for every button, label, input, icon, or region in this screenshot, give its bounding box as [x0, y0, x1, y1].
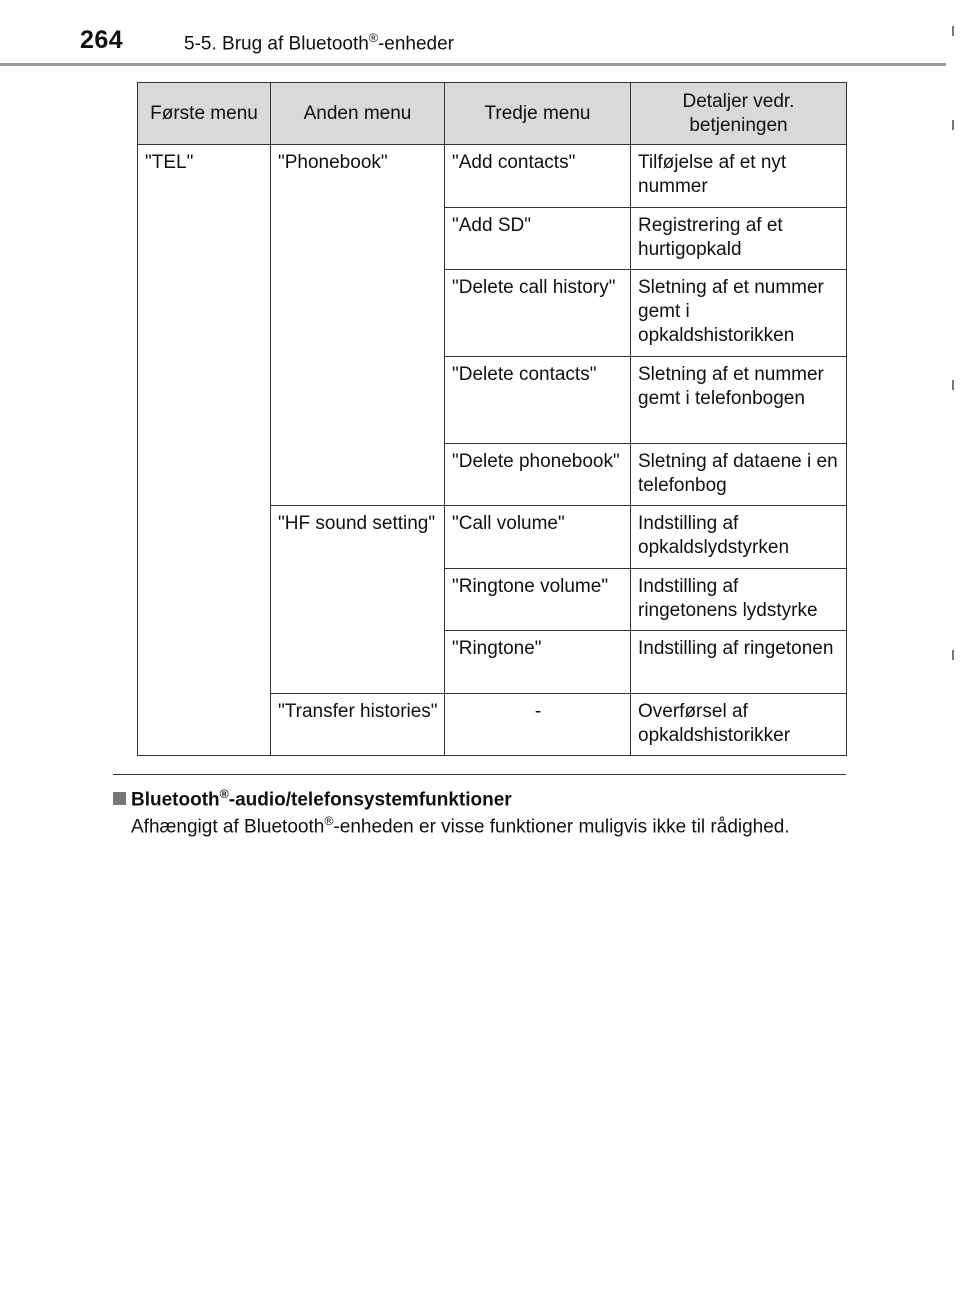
note-heading: [113, 787, 512, 811]
detail-cell: Sletning af et nummer gemt i telefonbogen: [631, 357, 847, 444]
second-menu-cell: "HF sound setting": [271, 506, 445, 694]
detail-cell: Overførsel af opkaldshistorikker: [631, 694, 847, 756]
header-first-menu: Første menu: [138, 83, 271, 145]
third-menu-cell: "Call volume": [445, 506, 631, 569]
third-menu-cell: "Delete contacts": [445, 357, 631, 444]
note-body: [131, 814, 790, 838]
edge-mark: [952, 650, 954, 660]
header-rule: [0, 63, 946, 66]
third-menu-cell: "Add contacts": [445, 145, 631, 208]
header-third-menu: Tredje menu: [445, 83, 631, 145]
detail-cell: Indstilling af ringetonens lydstyrke: [631, 569, 847, 631]
section-title-text: 5-5. Brug af Bluetooth: [184, 33, 369, 55]
section-title-suffix: -enheder: [377, 33, 455, 55]
detail-cell: Indstilling af opkaldslydstyrken: [631, 506, 847, 569]
table-header-row: [138, 83, 847, 145]
section-divider: [113, 774, 846, 775]
note-heading-text: Bluetooth: [131, 789, 220, 811]
registered-mark: ®: [219, 787, 229, 801]
note-heading-suffix: -audio/telefonsystemfunktioner: [228, 789, 512, 811]
menu-table: [137, 82, 847, 756]
third-menu-cell: "Add SD": [445, 208, 631, 270]
second-menu-cell: "Phonebook": [271, 145, 445, 506]
first-menu-cell: "TEL": [138, 145, 271, 756]
detail-cell: Registrering af et hurtigopkald: [631, 208, 847, 270]
third-menu-cell: "Delete call history": [445, 270, 631, 357]
edge-mark: [952, 380, 954, 390]
second-menu-cell: "Transfer histories": [271, 694, 445, 756]
registered-mark: ®: [368, 31, 378, 45]
third-menu-cell: "Ringtone": [445, 631, 631, 694]
third-menu-cell: "Ringtone volume": [445, 569, 631, 631]
header-second-menu: Anden menu: [271, 83, 445, 145]
detail-cell: Indstilling af ringetonen: [631, 631, 847, 694]
registered-mark: ®: [324, 814, 334, 828]
section-title: [184, 31, 454, 55]
page-number: 264: [80, 26, 124, 54]
edge-mark: [952, 120, 954, 130]
detail-cell: Sletning af et nummer gemt i opkaldshistorikken: [631, 270, 847, 357]
square-bullet-icon: [113, 792, 126, 805]
third-menu-cell: -: [445, 694, 631, 756]
note-body-text: Afhængigt af Bluetooth: [131, 816, 325, 838]
table-row: [138, 145, 847, 208]
note-body-suffix: -enheden er visse funktioner muligvis ikke til rådighed.: [333, 816, 790, 838]
detail-cell: Sletning af dataene i en telefonbog: [631, 444, 847, 506]
header-details: Detaljer vedr. betjeningen: [631, 83, 847, 145]
third-menu-cell: "Delete phonebook": [445, 444, 631, 506]
edge-mark: [952, 26, 954, 36]
detail-cell: Tilføjelse af et nyt nummer: [631, 145, 847, 208]
